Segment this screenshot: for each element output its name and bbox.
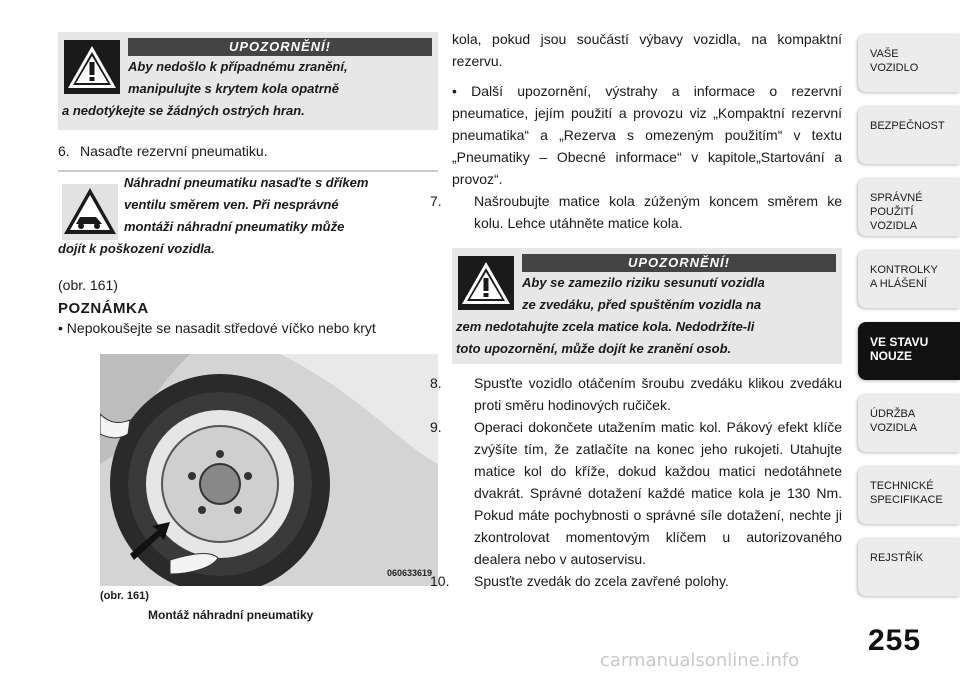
continuation-text: kola, pokud jsou součástí výbavy vozidla, na kompaktní rezervu. — [452, 31, 842, 69]
info-bullet: • Další upozornění, výstrahy a informace o rezervní pneumatice, jejím použití a provozu viz „Kompaktní rezervní pneumatika“ a „Rezerva s omezeným použitím“ v textu „Pneumatiky – Obecné informace“ v kapitole„Startování a provoz“. — [452, 83, 842, 187]
step-7 — [430, 190, 842, 234]
tab-bezpecnost[interactable]: BEZPEČNOST — [858, 106, 960, 164]
note-bullet: • Nepokoušejte se nasadit středové víčko nebo kryt — [58, 320, 376, 336]
spare-tire-illustration — [100, 354, 438, 586]
step-text: Nasaďte rezervní pneumatiku. — [80, 143, 268, 159]
figure-caption: Montáž náhradní pneumatiky — [148, 608, 314, 622]
step-number: 6. — [58, 143, 70, 159]
figure-reference: (obr. 161) — [58, 277, 118, 293]
step-9 — [430, 416, 842, 570]
caution-line: dojít k poškození vozidla. — [58, 241, 215, 256]
step-text: Našroubujte matice kola zúženým koncem směrem ke kolu. Lehce utáhněte matice kola. — [474, 193, 842, 231]
car-caution-icon — [62, 184, 118, 240]
tab-vase-vozidlo[interactable]: VAŠE VOZIDLO — [858, 34, 960, 92]
warning-line: toto upozornění, může dojít ke zranění osob. — [456, 341, 732, 356]
page-number: 255 — [868, 624, 922, 657]
caution-note — [58, 170, 438, 268]
watermark: carmanualsonline.info — [600, 650, 800, 671]
warning-banner: UPOZORNĚNÍ! — [522, 254, 836, 272]
chapter-tabs — [858, 34, 960, 610]
warning-line: zem nedotahujte zcela matice kola. Nedodržíte-li — [456, 319, 755, 334]
figure-ref-label: (obr. 161) — [100, 590, 149, 602]
step-text: Operaci dokončete utažením matic kol. Pákový efekt klíče zvýšíte tím, že zatlačíte na konec jeho rukojeti. Utahujte matice kol do kříže, dokud každou matici nedotáhnete dvakrát. Správné dotažení každé matice kola je 130 Nm. Pokud máte pochybnosti o správné síle dotažení, nechte ji zkontrolovat momentovým klíčem u autorizovaného dealera nebo v autoservisu. — [474, 419, 842, 567]
caution-line: Náhradní pneumatiku nasaďte s dříkem — [124, 175, 369, 190]
warning-box — [452, 248, 842, 364]
left-column — [58, 26, 438, 339]
step-8 — [430, 372, 842, 416]
note-heading: POZNÁMKA — [58, 300, 149, 317]
step-number: 7. — [430, 193, 442, 209]
tab-ve-stavu-nouze[interactable]: VE STAVU NOUZE — [858, 322, 960, 380]
warning-line: Aby se zamezilo riziku sesunutí vozidla — [522, 275, 765, 290]
step-6 — [58, 140, 438, 162]
tab-kontrolky[interactable]: KONTROLKY A HLÁŠENÍ — [858, 250, 960, 308]
step-text: Spusťte zvedák do zcela zavřené polohy. — [474, 573, 729, 589]
warning-line: manipulujte s krytem kola opatrně — [128, 81, 339, 96]
tab-udrzba[interactable]: ÚDRŽBA VOZIDLA — [858, 394, 960, 452]
warning-triangle-icon — [64, 40, 120, 94]
right-column — [430, 28, 842, 592]
warning-line: ze zvedáku, před spuštěním vozidla na — [522, 297, 762, 312]
tab-rejstrik[interactable]: REJSTŘÍK — [858, 538, 960, 596]
caution-line: ventilu směrem ven. Při nesprávné — [124, 197, 339, 212]
tab-technicke-specifikace[interactable]: TECHNICKÉ SPECIFIKACE — [858, 466, 960, 524]
caution-line: montáži náhradní pneumatiky může — [124, 219, 345, 234]
step-number: 10. — [430, 573, 450, 589]
warning-line: Aby nedošlo k případnému zranění, — [128, 59, 348, 74]
step-10 — [430, 570, 842, 592]
tab-spravne-pouziti[interactable]: SPRÁVNÉ POUŽITÍ VOZIDLA — [858, 178, 960, 236]
step-number: 8. — [430, 375, 442, 391]
warning-triangle-icon — [458, 256, 514, 310]
warning-banner: UPOZORNĚNÍ! — [128, 38, 432, 56]
figure-code: 060633619 — [386, 568, 432, 578]
warning-line: a nedotýkejte se žádných ostrých hran. — [62, 103, 305, 118]
step-text: Spusťte vozidlo otáčením šroubu zvedáku klikou zvedáku proti směru hodinových ručiček. — [474, 375, 842, 413]
warning-box — [58, 32, 438, 130]
step-number: 9. — [430, 419, 442, 435]
